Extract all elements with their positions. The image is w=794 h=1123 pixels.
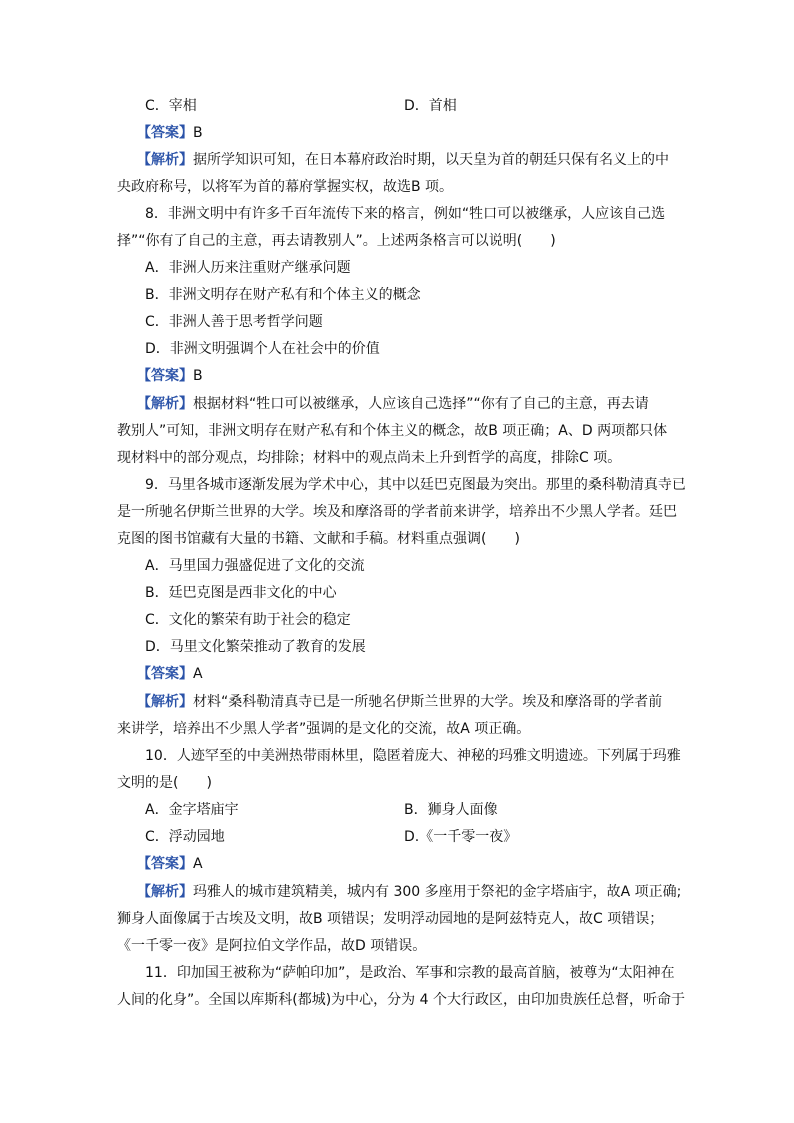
option-a: A．非洲人历来注重财产继承问题	[145, 260, 351, 276]
analysis-text: 据所学知识可知，在日本幕府政治时期，以天皇为首的朝廷只保有名义上的中	[193, 152, 669, 168]
option-c: C．文化的繁荣有助于社会的稳定	[145, 612, 351, 628]
analysis-text: 现材料中的部分观点，均排除；材料中的观点尚未上升到哲学的高度，排除C 项。	[117, 450, 622, 466]
question-stem: 11．印加国王被称为“萨帕印加”，是政治、军事和宗教的最高首脑，被尊为“太阳神在	[145, 965, 675, 981]
analysis-tag: 【解析】	[137, 694, 193, 710]
answer-value: B	[193, 368, 203, 384]
answer-line	[137, 854, 684, 874]
option-d: D．首相	[404, 98, 457, 114]
option-d: D.《一千零一夜》	[404, 829, 518, 845]
question-stem: 克图的图书馆藏有大量的书籍、文献和手稿。材料重点强调( )	[117, 531, 520, 547]
question-stem: 是一所驰名伊斯兰世界的大学。埃及和摩洛哥的学者前来讲学，培养出不少黑人学者。廷巴	[117, 504, 677, 520]
option-b: B．廷巴克图是西非文化的中心	[145, 585, 337, 601]
option-c: C．宰相	[145, 98, 197, 114]
answer-value: A	[193, 666, 203, 682]
question-stem: 人间的化身”。全国以库斯科(都城)为中心，分为 4 个大行政区，由印加贵族任总督，听命于	[117, 992, 685, 1008]
analysis-tag: 【解析】	[137, 884, 193, 900]
option-c: C．浮动园地	[145, 829, 225, 845]
answer-tag: 【答案】	[137, 666, 193, 682]
option-b: B．狮身人面像	[404, 802, 498, 818]
answer-line	[137, 123, 684, 143]
question-stem: 文明的是( )	[117, 775, 212, 791]
answer-value: B	[193, 125, 203, 141]
analysis-text: 狮身人面像属于古埃及文明，故B 项错误；发明浮动园地的是阿兹特克人，故C 项错误；	[117, 911, 664, 927]
analysis-text: 材料“桑科勒清真寺已是一所驰名伊斯兰世界的大学。埃及和摩洛哥的学者前	[193, 694, 663, 710]
option-c: C．非洲人善于思考哲学问题	[145, 314, 323, 330]
answer-tag: 【答案】	[137, 125, 193, 141]
analysis-tag: 【解析】	[137, 152, 193, 168]
answer-tag: 【答案】	[137, 368, 193, 384]
analysis-text: 来讲学，培养出不少黑人学者”强调的是文化的交流，故A 项正确。	[117, 721, 531, 737]
option-d: D．非洲文明强调个人在社会中的价值	[145, 341, 380, 357]
answer-line	[137, 366, 684, 386]
analysis-line	[137, 692, 684, 712]
answer-line	[137, 664, 684, 684]
analysis-text: 教别人”可知，非洲文明存在财产私有和个体主义的概念，故B 项正确；A、D 两项都只体	[117, 423, 668, 439]
analysis-line	[137, 882, 684, 902]
analysis-text: 根据材料“牲口可以被继承，人应该自己选择”“你有了自己的主意，再去请	[193, 396, 649, 412]
option-b: B．非洲文明存在财产私有和个体主义的概念	[145, 287, 421, 303]
option-a: A．金字塔庙宇	[145, 802, 239, 818]
analysis-text: 玛雅人的城市建筑精美，城内有 300 多座用于祭祀的金字塔庙宇，故A 项正确;	[193, 884, 682, 900]
question-stem: 10．人迹罕至的中美洲热带雨林里，隐匿着庞大、神秘的玛雅文明遗迹。下列属于玛雅	[145, 748, 681, 764]
answer-tag: 【答案】	[137, 856, 193, 872]
analysis-tag: 【解析】	[137, 396, 193, 412]
analysis-text: 《一千零一夜》是阿拉伯文学作品，故D 项错误。	[117, 938, 427, 954]
answer-value: A	[193, 856, 203, 872]
option-d: D．马里文化繁荣推动了教育的发展	[145, 639, 366, 655]
question-stem: 择”“你有了自己的主意，再去请教别人”。上述两条格言可以说明( )	[117, 233, 556, 249]
option-a: A．马里国力强盛促进了文化的交流	[145, 558, 365, 574]
analysis-text: 央政府称号，以将军为首的幕府掌握实权，故选B 项。	[117, 179, 454, 195]
question-stem: 8．非洲文明中有许多千百年流传下来的格言，例如“牲口可以被继承，人应该自己选	[145, 206, 666, 222]
analysis-line	[137, 394, 684, 414]
question-stem: 9．马里各城市逐渐发展为学术中心，其中以廷巴克图最为突出。那里的桑科勒清真寺已	[145, 477, 686, 493]
analysis-line	[137, 150, 684, 170]
